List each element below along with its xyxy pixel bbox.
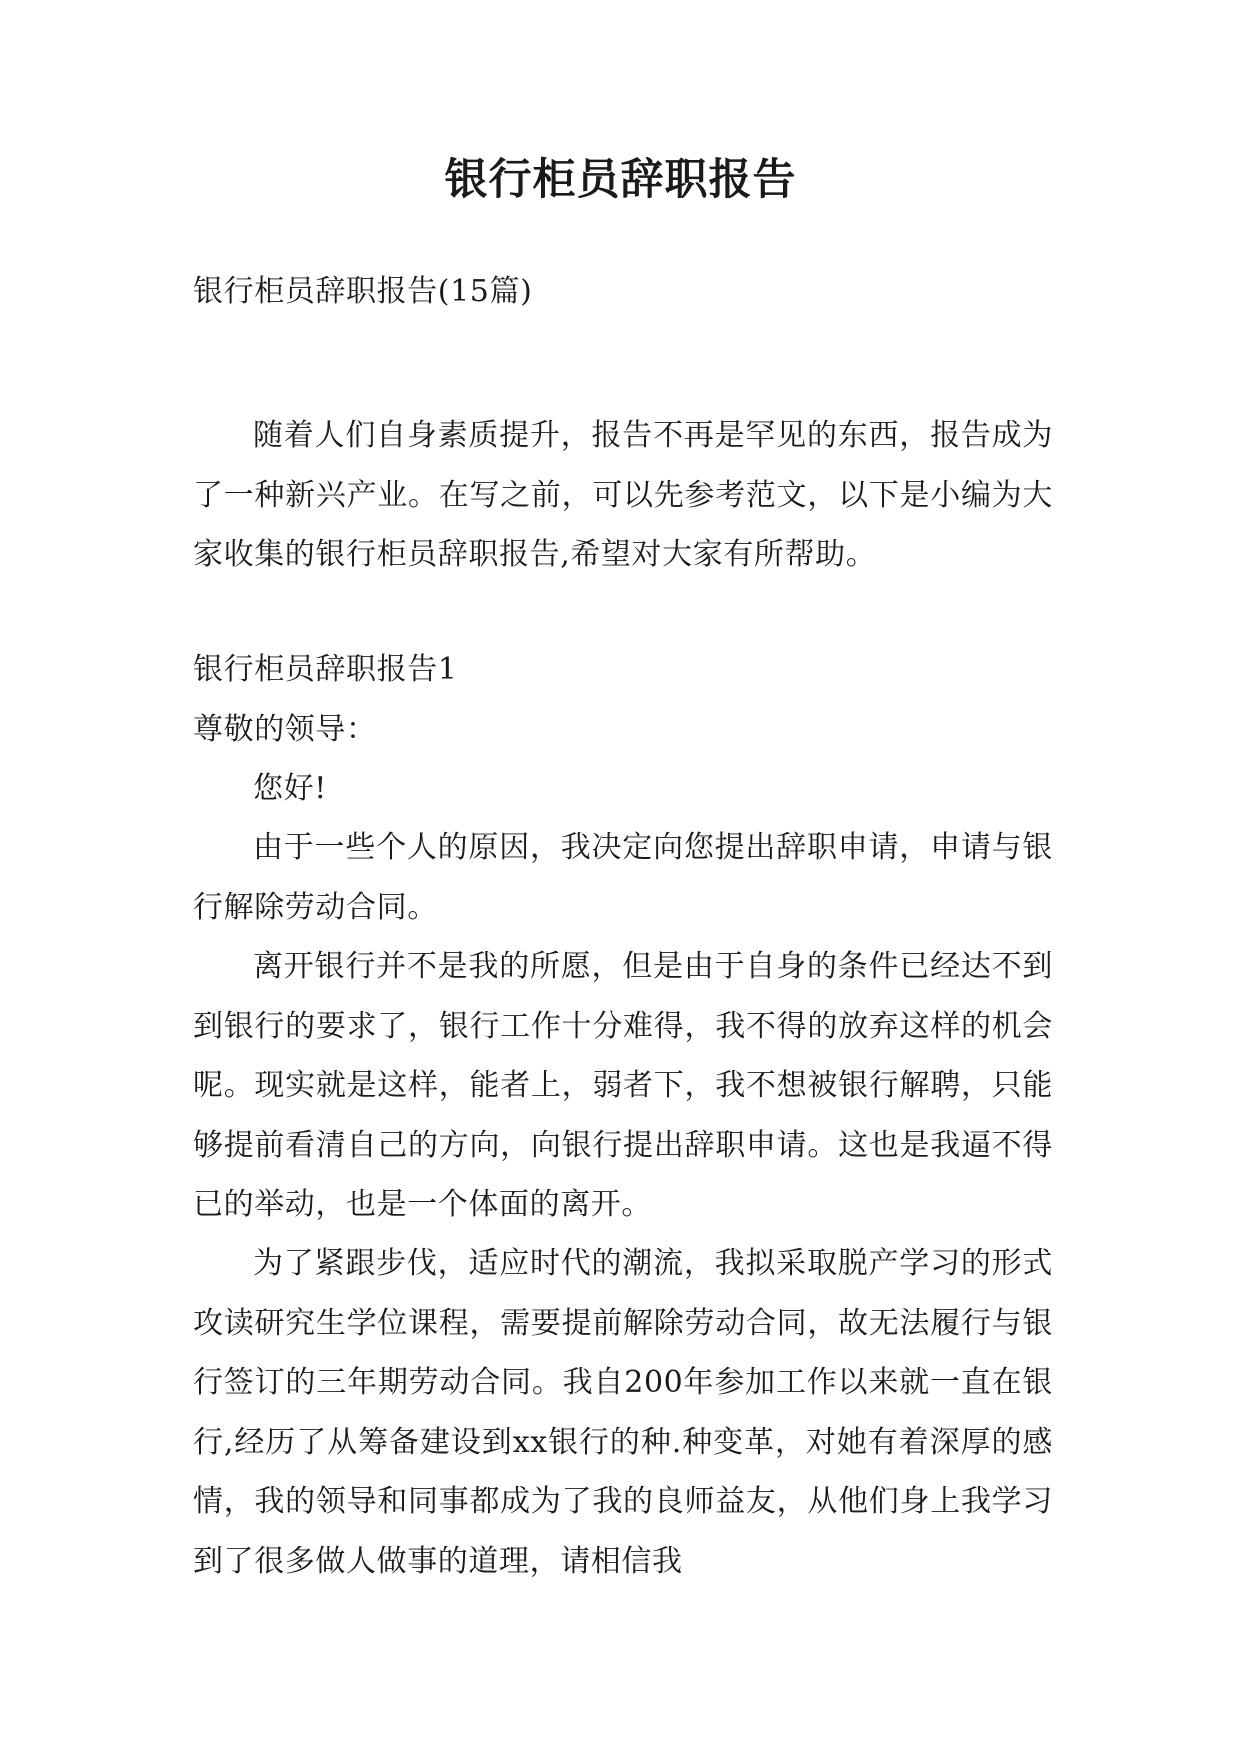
intro-paragraph: 随着人们自身素质提升，报告不再是罕见的东西，报告成为了一种新兴产业。在写之前，可以先参考范文，以下是小编为大家收集的银行柜员辞职报告,希望对大家有所帮助。 — [193, 418, 1053, 572]
salutation: 尊敬的领导： — [193, 712, 377, 747]
body-paragraph-3: 为了紧跟步伐，适应时代的潮流，我拟采取脱产学习的形式攻读研究生学位课程，需要提前解除劳动合同，故无法履行与银行签订的三年期劳动合同。我自200年参加工作以来就一直在银行,经历了从筹备建设到xx银行的种.种变革，对她有着深厚的感情，我的领导和同事都成为了我的良师益友，从他们身上我学习到了很多做人做事的道理，请相信我 — [193, 1246, 1053, 1579]
document-title: 银行柜员辞职报告 — [444, 155, 797, 205]
document-subtitle: 银行柜员辞职报告(15篇) — [193, 274, 533, 309]
body-paragraph-1: 由于一些个人的原因，我决定向您提出辞职申请，申请与银行解除劳动合同。 — [193, 830, 1053, 925]
greeting: 您好! — [253, 771, 327, 806]
section-heading: 银行柜员辞职报告1 — [193, 652, 458, 687]
body-paragraph-2: 离开银行并不是我的所愿，但是由于自身的条件已经达不到到银行的要求了，银行工作十分难得，我不得的放弃这样的机会呢。现实就是这样，能者上，弱者下，我不想被银行解聘，只能够提前看清自己的方向，向银行提出辞职申请。这也是我逼不得已的举动，也是一个体面的离开。 — [193, 949, 1053, 1222]
